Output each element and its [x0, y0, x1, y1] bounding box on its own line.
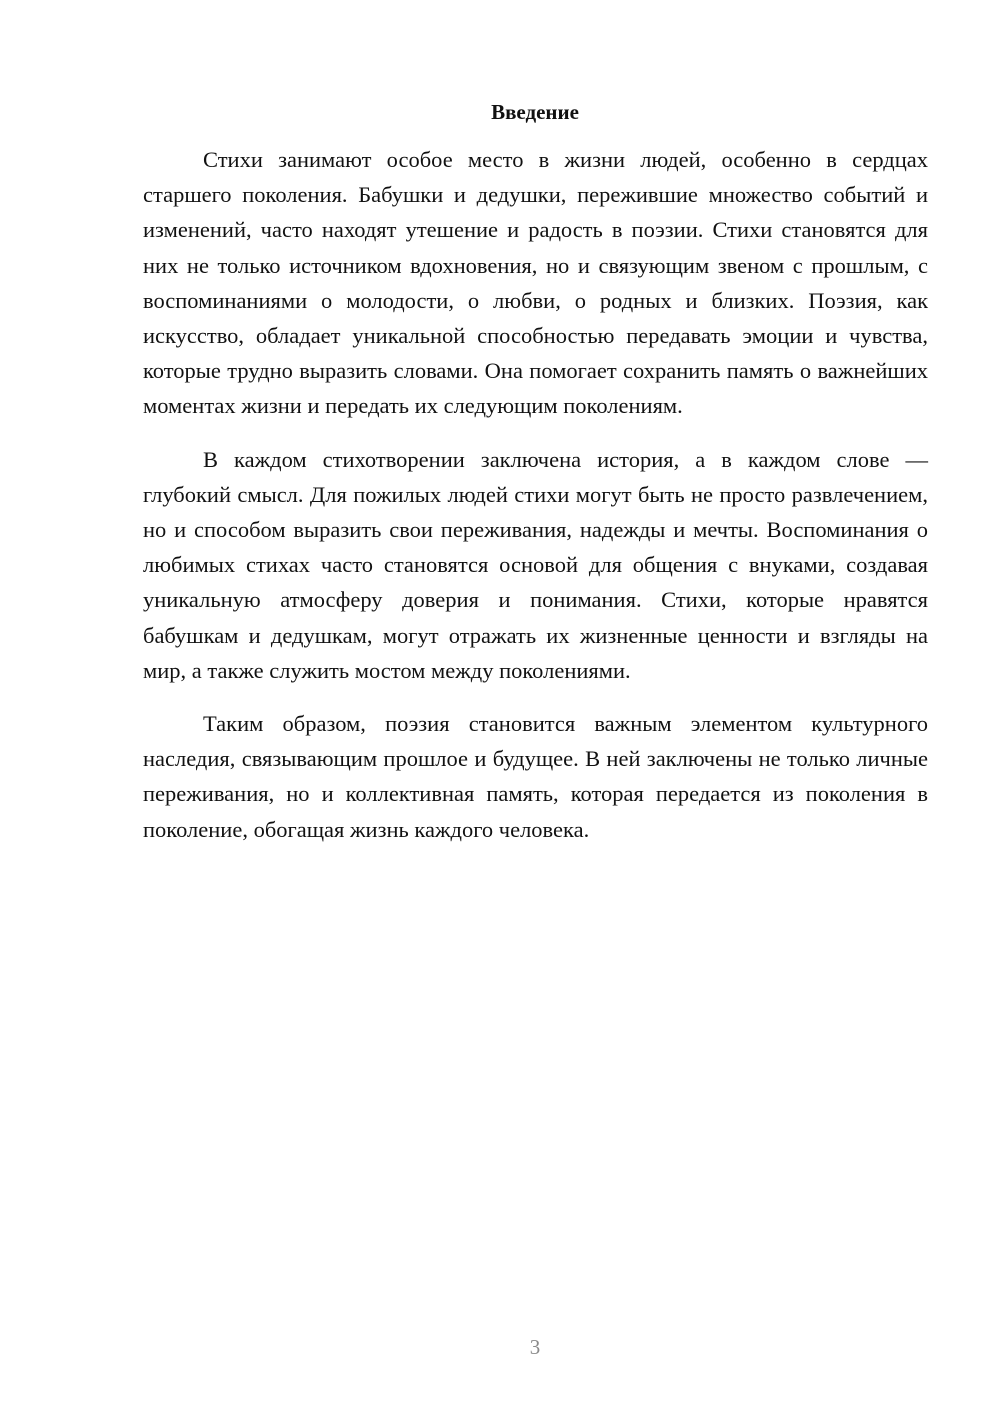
paragraph-2: В каждом стихотворении заключена история, а в каждом слове — глубокий смысл. Для пожилых людей стихи могут быть не просто развлечением, но и способом выразить свои переживания, надежды и мечты. Воспоминания о любимых стихах часто становятся основой для общения с внуками, создавая уникальную атмосферу доверия и понимания. Стихи, которые нравятся бабушкам и дедушкам, могут отражать их жизненные ценности и взгляды на мир, а также служить мостом между поколениями. — [143, 446, 928, 683]
paragraph-3: Таким образом, поэзия становится важным элементом культурного наследия, связывающим прошлое и будущее. В ней заключены не только личные переживания, но и коллективная память, которая передается из поколения в поколение, обогащая жизнь каждого человека. — [143, 711, 928, 842]
document-body — [143, 142, 928, 865]
page-title: Введение — [491, 100, 579, 124]
page-number: 3 — [529, 1335, 541, 1359]
paragraph-1: Стихи занимают особое место в жизни людей, особенно в сердцах старшего поколения. Бабушки и дедушки, пережившие множество событий и изменений, часто находят утешение и радость в поэзии. Стихи становятся для них не только источником вдохновения, но и связующим звеном с прошлым, с воспоминаниями о молодости, о любви, о родных и близких. Поэзия, как искусство, обладает уникальной способностью передавать эмоции и чувства, которые трудно выразить словами. Она помогает сохранить память о важнейших моментах жизни и передать их следующим поколениям. — [143, 147, 928, 419]
